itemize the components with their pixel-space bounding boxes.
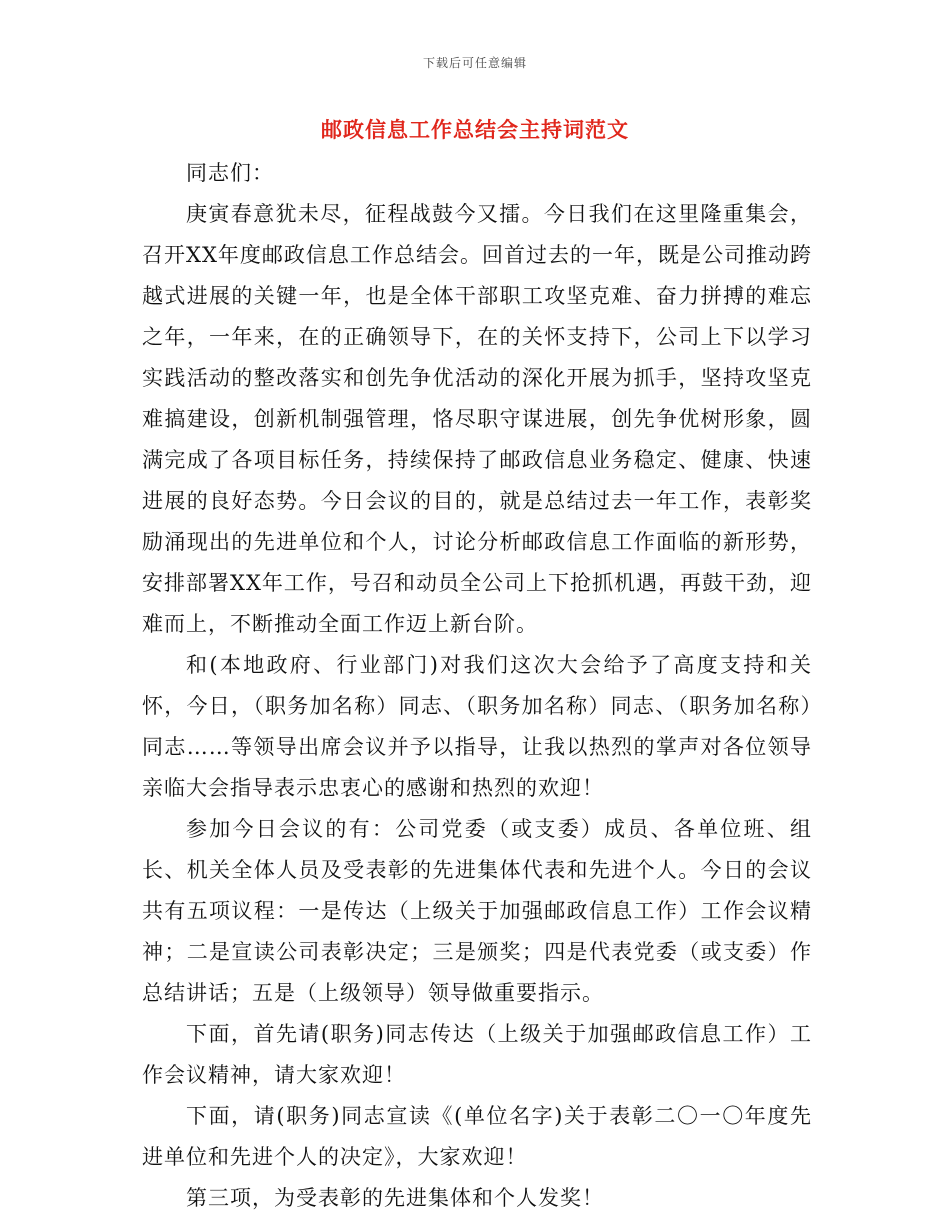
paragraph-3: 参加今日会议的有：公司党委（或支委）成员、各单位班、组长、机关全体人员及受表彰的先进集体代表和先进个人。今日的会议共有五项议程：一是传达（上级关于加强邮政信息工作）工作会议精神；二是宣读公司表彰决定；三是颁奖；四是代表党委（或支委）作总结讲话；五是（上级领导）领导做重要指示。 <box>142 817 812 1005</box>
paragraph-5: 下面，请(职务)同志宣读《(单位名字)关于表彰二〇一〇年度先进单位和先进个人的决定》，大家欢迎！ <box>142 1104 812 1169</box>
paragraph-2: 和(本地政府、行业部门)对我们这次大会给予了高度支持和关怀，今日，（职务加名称）同志、（职务加名称）同志、（职务加名称）同志……等领导出席会议并予以指导，让我以热烈的掌声对各位领导亲临大会指导表示忠衷心的感谢和热烈的欢迎！ <box>142 653 812 800</box>
document-body <box>142 153 812 1219</box>
document-title: 邮政信息工作总结会主持词范文 <box>321 117 629 142</box>
header-note: 下载后可任意编辑 <box>422 56 527 70</box>
paragraph-4: 下面，首先请(职务)同志传达（上级关于加强邮政信息工作）工作会议精神，请大家欢迎！ <box>142 1022 812 1087</box>
salutation: 同志们： <box>186 161 274 185</box>
paragraph-1: 庚寅春意犹未尽，征程战鼓今又擂。今日我们在这里隆重集会，召开XX年度邮政信息工作总结会。回首过去的一年，既是公司推动跨越式进展的关键一年，也是全体干部职工攻坚克难、奋力拼搏的难忘之年，一年来，在的正确领导下，在的关怀支持下，公司上下以学习实践活动的整改落实和创先争优活动的深化开展为抓手，坚持攻坚克难搞建设，创新机制强管理，恪尽职守谋进展，创先争优树形象，圆满完成了各项目标任务，持续保持了邮政信息业务稳定、健康、快速进展的良好态势。今日会议的目的，就是总结过去一年工作，表彰奖励涌现出的先进单位和个人，讨论分析邮政信息工作面临的新形势，安排部署XX年工作，号召和动员全公司上下抢抓机遇，再鼓干劲，迎难而上，不断推动全面工作迈上新台阶。 <box>142 202 812 636</box>
paragraph-6: 第三项，为受表彰的先进集体和个人发奖！ <box>186 1186 604 1210</box>
